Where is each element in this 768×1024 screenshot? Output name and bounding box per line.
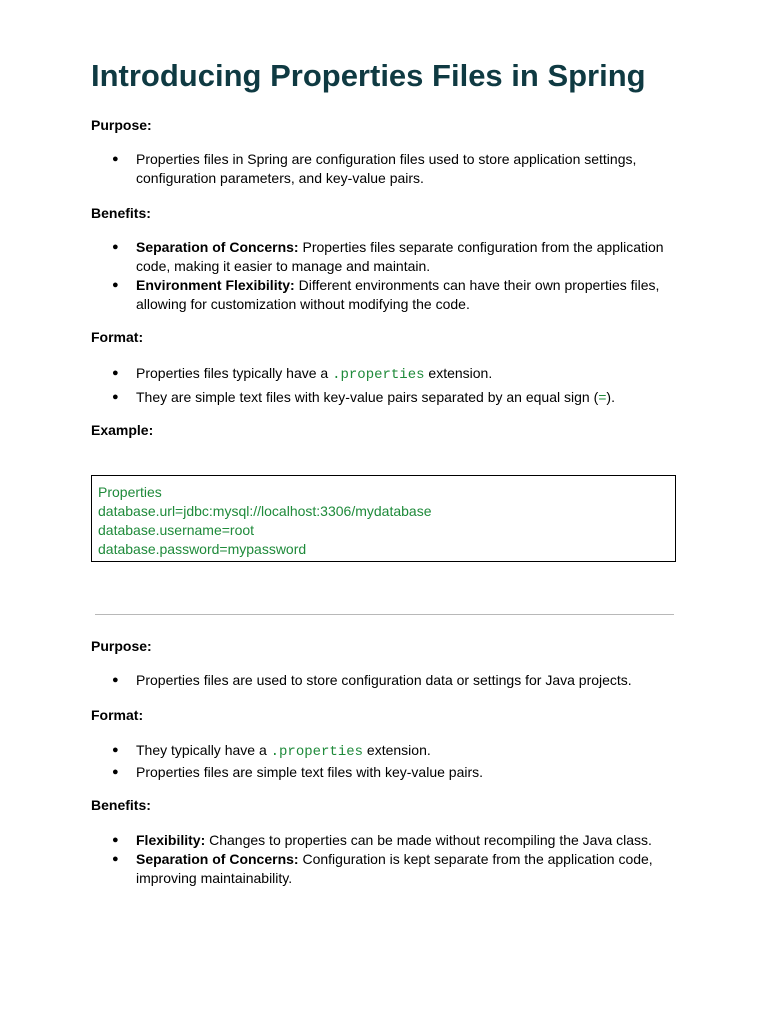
purpose-heading-2: Purpose: — [91, 638, 152, 654]
code-line: database.username=root — [98, 522, 255, 538]
list-item: ● Properties files in Spring are configuration files used to store application settings, configuration parameters, and key-value pairs. — [112, 151, 637, 186]
bullet-icon: ● — [112, 766, 119, 778]
benefits-list-2 — [91, 831, 671, 888]
list-item: ● Properties files typically have a .properties extension. — [112, 365, 493, 383]
bullet-icon: ● — [112, 279, 119, 291]
bullet-icon: ● — [112, 367, 119, 379]
list-item: ● They are simple text files with key-value pairs separated by an equal sign (=). — [112, 389, 615, 405]
code-block — [91, 475, 676, 562]
list-item: ● Flexibility: Changes to properties can be made without recompiling the Java class. — [112, 832, 652, 848]
bullet-icon: ● — [112, 834, 119, 846]
code-line: database.url=jdbc:mysql://localhost:3306/mydatabase — [98, 503, 432, 519]
page-title: Introducing Properties Files in Spring — [91, 58, 646, 93]
code-line: database.password=mypassword — [98, 541, 307, 557]
bullet-icon: ● — [112, 674, 119, 686]
benefits-heading-2: Benefits: — [91, 797, 151, 813]
horizontal-divider — [95, 614, 674, 615]
format-heading-2: Format: — [91, 707, 144, 723]
bullet-icon: ● — [112, 744, 119, 756]
format-list-2 — [91, 741, 671, 782]
list-item: ● Properties files are used to store configuration data or settings for Java projects. — [112, 672, 632, 688]
purpose-list — [91, 150, 671, 188]
list-item: ● Properties files are simple text files with key-value pairs. — [112, 764, 484, 780]
benefits-heading: Benefits: — [91, 205, 151, 221]
list-item: ● Separation of Concerns: Properties files separate configuration from the application code, making it easier to manage and maintain. — [112, 239, 664, 274]
purpose-list-2 — [91, 671, 671, 690]
bullet-icon: ● — [112, 853, 119, 865]
example-heading: Example: — [91, 422, 154, 438]
format-list — [91, 364, 671, 407]
purpose-heading: Purpose: — [91, 117, 152, 133]
list-item: ● Environment Flexibility: Different environments can have their own properties files, allowing for customization without modifying the code. — [112, 277, 660, 312]
format-heading: Format: — [91, 329, 144, 345]
benefits-list — [91, 238, 671, 314]
list-item: ● They typically have a .properties extension. — [112, 742, 431, 760]
bullet-icon: ● — [112, 391, 119, 403]
list-item: ● Separation of Concerns: Configuration is kept separate from the application code, improving maintainability. — [112, 851, 653, 886]
code-line: Properties — [98, 484, 162, 500]
bullet-icon: ● — [112, 153, 119, 165]
bullet-icon: ● — [112, 241, 119, 253]
